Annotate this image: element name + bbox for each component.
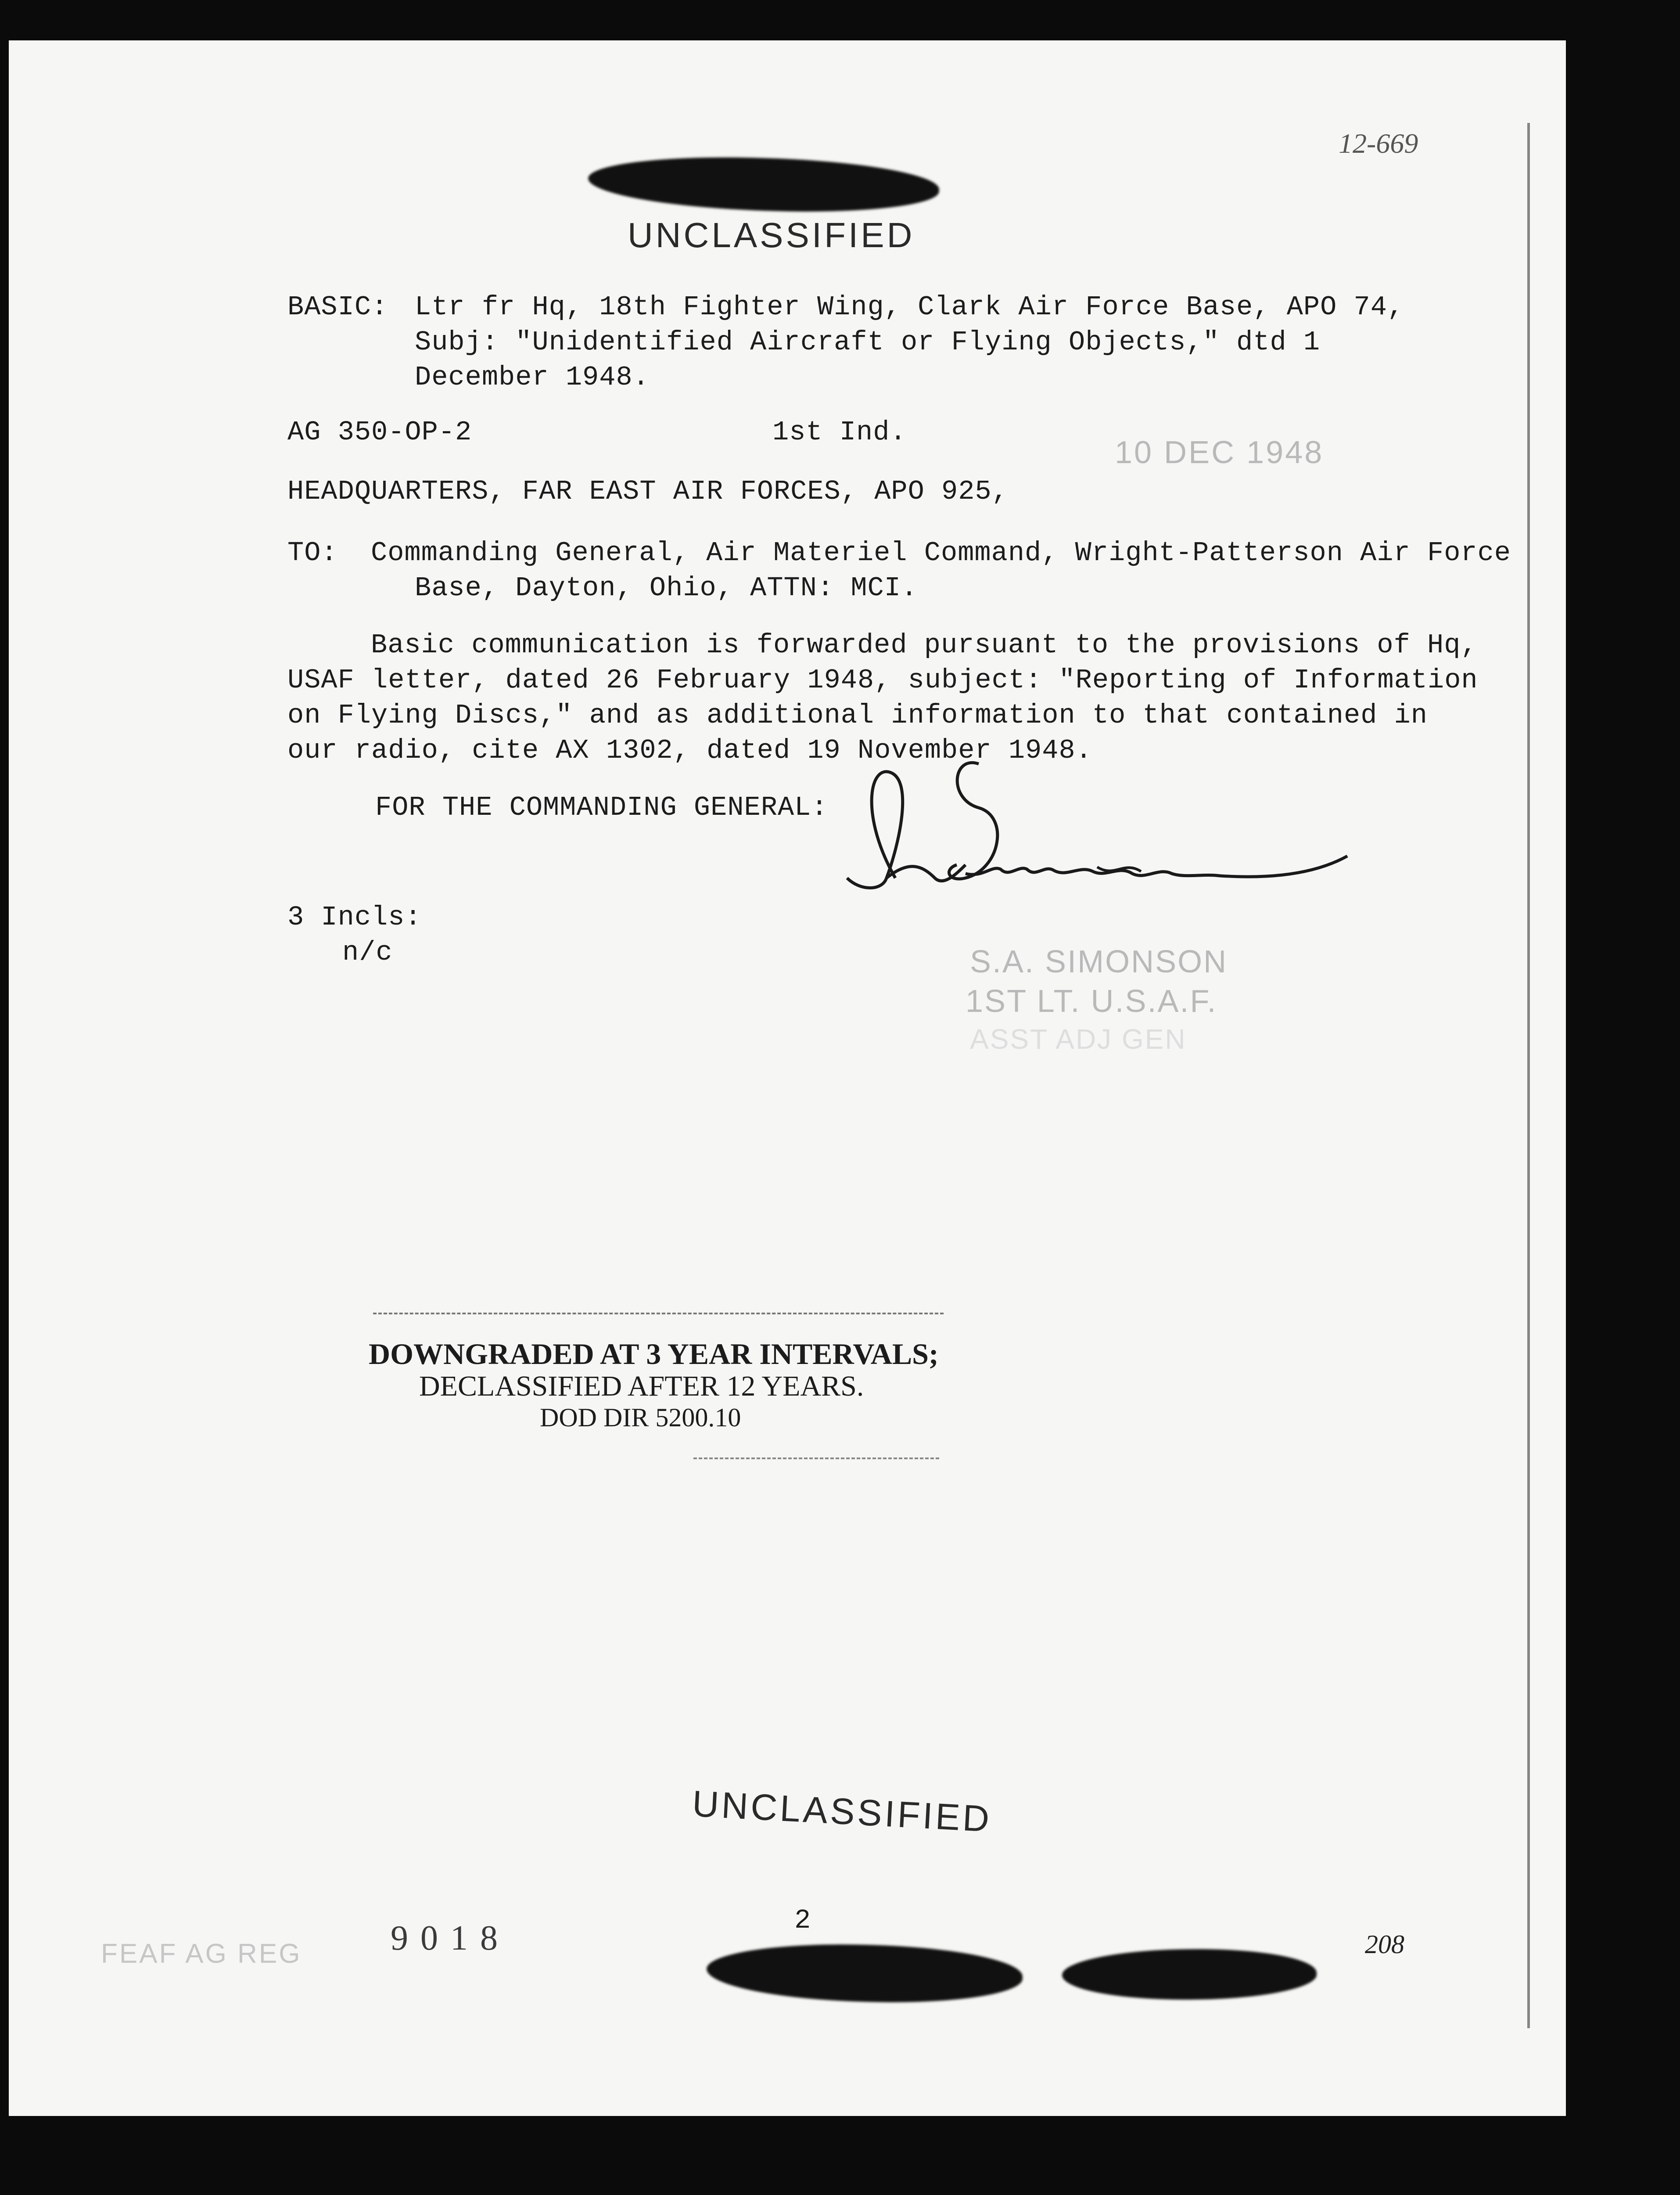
basic-line-2: Subj: "Unidentified Aircraft or Flying Objects," dtd 1 xyxy=(415,327,1321,358)
corner-number: 208 xyxy=(1365,1930,1404,1959)
downgrade-stamp-line-3: DOD DIR 5200.10 xyxy=(540,1403,741,1432)
body-line-3: on Flying Discs," and as additional information to that contained in xyxy=(287,700,1428,731)
page-number: 2 xyxy=(794,1905,811,1936)
signer-title: ASST ADJ GEN xyxy=(970,1023,1187,1055)
downgrade-stamp-top-rule xyxy=(373,1313,944,1316)
signature-scribble xyxy=(834,746,1426,913)
body-line-4: our radio, cite AX 1302, dated 19 November 1948. xyxy=(287,735,1092,766)
scan-border-right xyxy=(1566,0,1680,2195)
page-edge-line xyxy=(1527,123,1530,2028)
to-line-2: Base, Dayton, Ohio, ATTN: MCI. xyxy=(415,572,918,604)
register-label: FEAF AG REG xyxy=(101,1939,302,1969)
received-date-stamp: 10 DEC 1948 xyxy=(1115,435,1324,470)
signer-name: S.A. SIMONSON xyxy=(970,944,1228,979)
indorsement-label: 1st Ind. xyxy=(772,417,907,448)
basic-line-3: December 1948. xyxy=(415,362,650,393)
classification-stamp-top: UNCLASSIFIED xyxy=(628,216,915,255)
redaction-mark-top xyxy=(588,154,940,216)
reference-number: AG 350-OP-2 xyxy=(287,417,472,448)
to-label: TO: xyxy=(287,537,338,569)
downgrade-stamp-line-1: DOWNGRADED AT 3 YEAR INTERVALS; xyxy=(369,1337,939,1371)
to-line-1: Commanding General, Air Materiel Command, Wright-Patterson Air Force xyxy=(371,537,1511,569)
body-line-2: USAF letter, dated 26 February 1948, subject: "Reporting of Information xyxy=(287,665,1478,696)
basic-line-1: Ltr fr Hq, 18th Fighter Wing, Clark Air Force Base, APO 74, xyxy=(415,291,1404,323)
file-number: 12-669 xyxy=(1339,128,1418,159)
signer-rank: 1ST LT. U.S.A.F. xyxy=(966,984,1217,1019)
enclosures-line-1: 3 Incls: xyxy=(287,902,422,933)
body-line-1: Basic communication is forwarded pursuant to the provisions of Hq, xyxy=(371,630,1478,661)
classification-stamp-bottom: UNCLASSIFIED xyxy=(691,1782,993,1840)
register-number: 9018 xyxy=(391,1919,510,1958)
downgrade-stamp-bottom-rule xyxy=(693,1457,939,1461)
basic-label: BASIC: xyxy=(287,291,388,323)
scan-border-top xyxy=(0,0,1680,40)
scan-border-left xyxy=(0,0,9,2195)
enclosures-line-2: n/c xyxy=(342,937,393,968)
headquarters-line: HEADQUARTERS, FAR EAST AIR FORCES, APO 925, xyxy=(287,476,1009,507)
redaction-mark-bottom-right xyxy=(1062,1947,1317,2002)
redaction-mark-bottom-left xyxy=(706,1942,1023,2005)
closing-line: FOR THE COMMANDING GENERAL: xyxy=(375,792,828,823)
scan-border-bottom xyxy=(0,2116,1680,2195)
downgrade-stamp-line-2: DECLASSIFIED AFTER 12 YEARS. xyxy=(419,1370,864,1402)
